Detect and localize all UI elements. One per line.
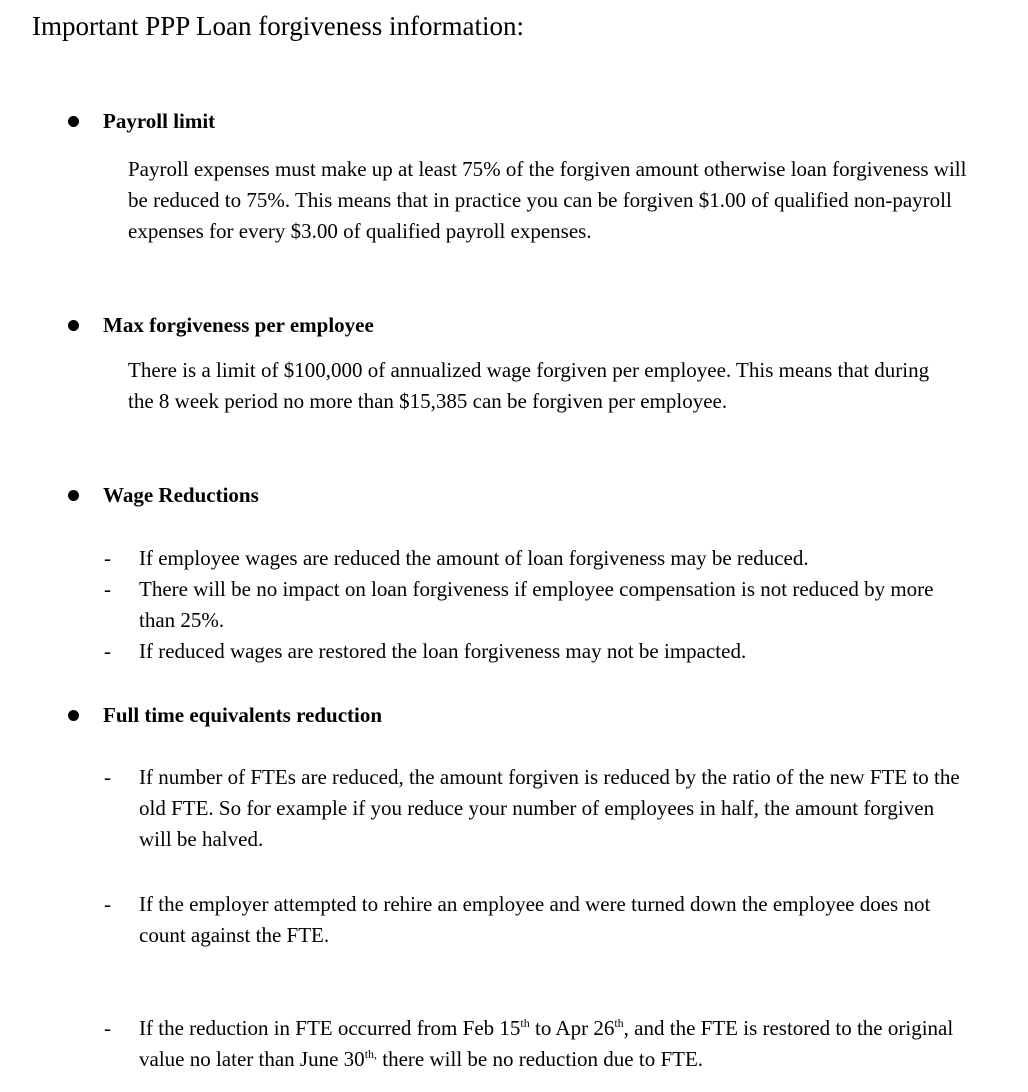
max-forgiveness-paragraph: There is a limit of $100,000 of annualized wage forgiven per employee. This means that during the 8 week period no more than $15,385 can be forgiven per employee. [128, 358, 930, 413]
section-heading-max-forgiveness [68, 311, 374, 339]
payroll-limit-paragraph: Payroll expenses must make up at least 75% of the forgiven amount otherwise loan forgiveness will be reduced to 75%. This means that in practice you can be forgiven $1.00 of qualified non-payroll expenses for every $3.00 of qualified payroll expenses. [128, 157, 967, 243]
list-item-text: If employee wages are reduced the amount of loan forgiveness may be reduced. [139, 546, 809, 570]
list-item [104, 543, 984, 574]
bullet-icon [68, 490, 79, 501]
list-item [104, 762, 964, 855]
text-part: If the reduction in FTE occurred from Feb 15 [139, 1016, 521, 1040]
heading-text: Payroll limit [103, 109, 216, 133]
list-item [104, 574, 974, 636]
list-item-text: If number of FTEs are reduced, the amount forgiven is reduced by the ratio of the new FTE to the old FTE. So for example if you reduce your number of employees in half, the amount forgiven will be halved. [139, 765, 960, 851]
bullet-icon [68, 320, 79, 331]
section-heading-wage-reductions [68, 481, 259, 509]
heading-text: Wage Reductions [103, 483, 259, 507]
heading-text: Max forgiveness per employee [103, 313, 374, 337]
list-item-text: There will be no impact on loan forgiveness if employee compensation is not reduced by more than 25%. [139, 577, 934, 632]
list-item [104, 1013, 964, 1075]
dash-marker: - [104, 639, 111, 663]
ordinal-suffix: th, [364, 1047, 378, 1061]
dash-marker: - [104, 892, 111, 916]
heading-text: Full time equivalents reduction [103, 703, 383, 727]
section-heading-payroll-limit [68, 107, 215, 135]
list-item [104, 636, 984, 667]
dash-marker: - [104, 577, 111, 601]
text-part: there will be no reduction due to FTE. [377, 1047, 704, 1071]
bullet-icon [68, 710, 79, 721]
section-heading-fte-reduction [68, 701, 382, 729]
text-part: to Apr 26 [529, 1016, 615, 1040]
bullet-icon [68, 116, 79, 127]
dash-marker: - [104, 546, 111, 570]
dash-marker: - [104, 765, 111, 789]
text-part: , and the FTE is restored to the original value no later than June 30 [139, 1016, 954, 1071]
list-item-text: If reduced wages are restored the loan forgiveness may not be impacted. [139, 639, 747, 663]
page-title: Important PPP Loan forgiveness information: [32, 11, 524, 41]
list-item-text: If the employer attempted to rehire an employee and were turned down the employee does not count against the FTE. [139, 892, 931, 947]
ordinal-suffix: th [520, 1016, 530, 1030]
list-item-text [139, 1013, 964, 1075]
ordinal-suffix: th [614, 1016, 624, 1030]
list-item [104, 889, 974, 951]
dash-marker: - [104, 1016, 111, 1040]
